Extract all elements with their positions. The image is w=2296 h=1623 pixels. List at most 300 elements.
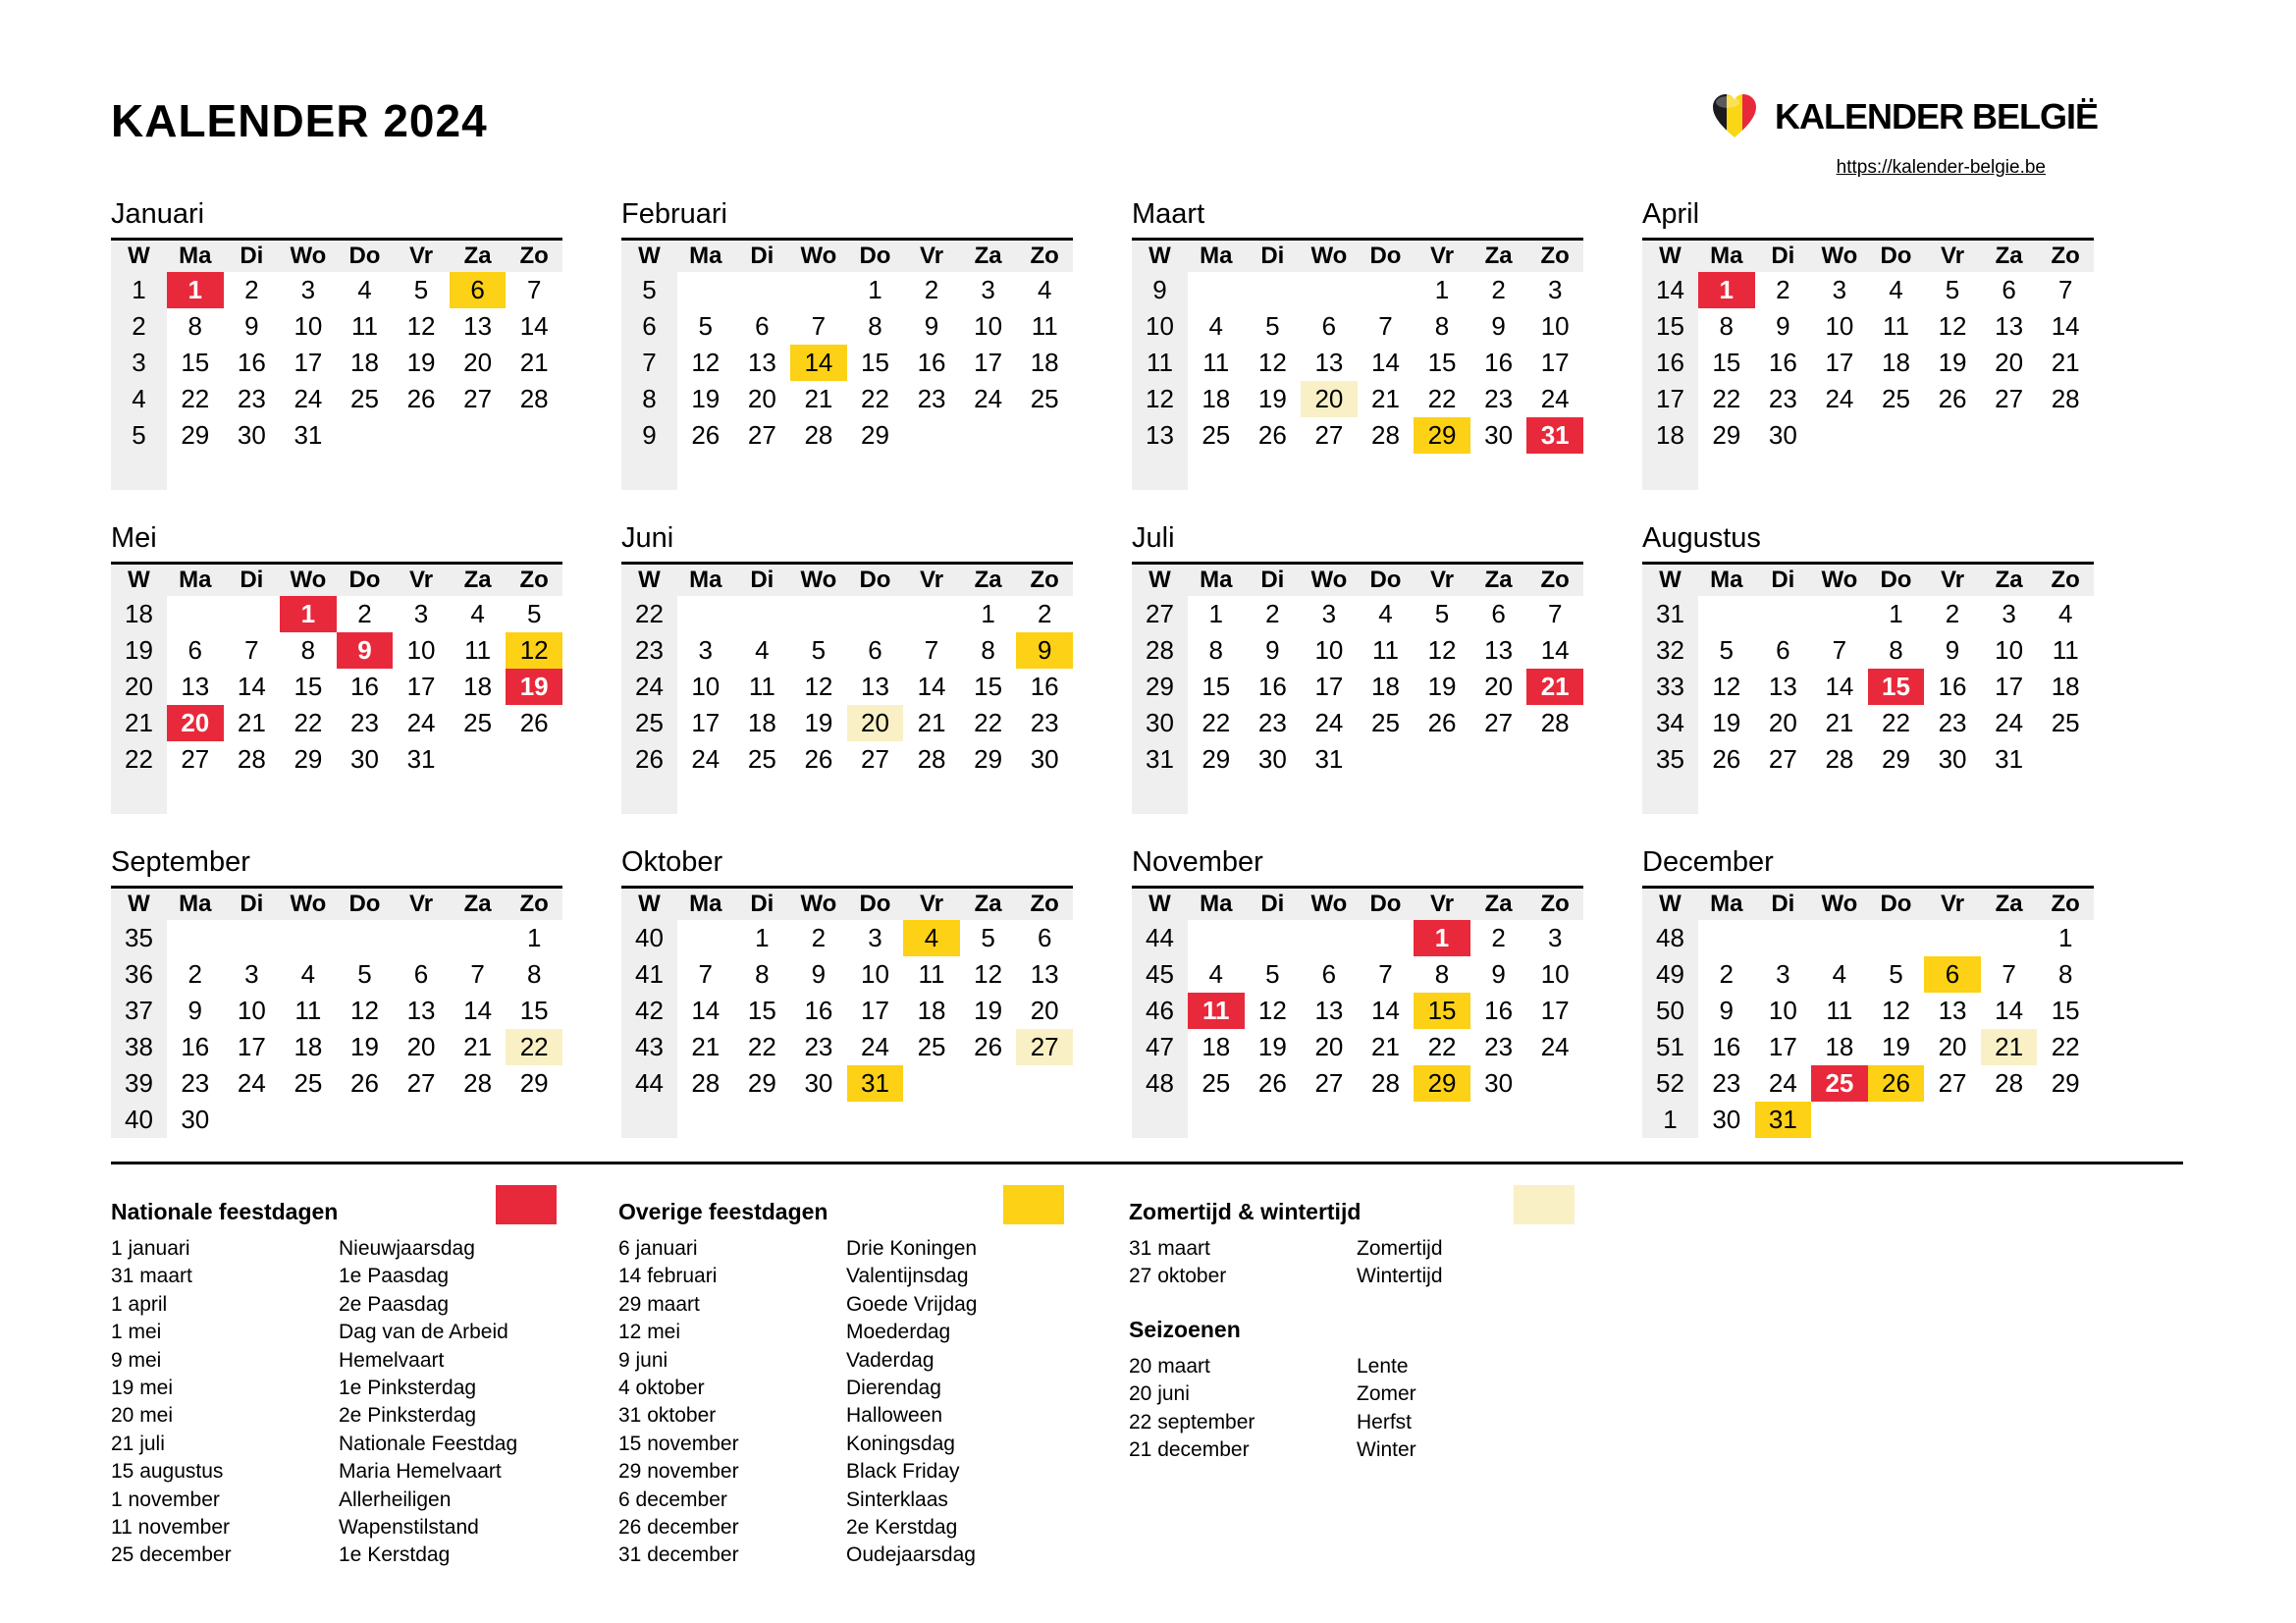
day-header-cell: Wo: [1301, 240, 1358, 272]
day-cell: 22: [974, 707, 1003, 737]
legend-entry-label: Herfst: [1357, 1410, 1413, 1434]
day-header-cell: Ma: [1188, 888, 1245, 920]
month-september: [111, 844, 562, 1138]
day-cell: 4: [755, 634, 770, 665]
day-cell: 22: [747, 1031, 776, 1061]
legend-entry-label: Hemelvaart: [339, 1348, 445, 1372]
week-row: [1132, 920, 1583, 956]
week-number-cell: [111, 778, 167, 814]
week-number-cell: [621, 778, 677, 814]
day-cell: 28: [1371, 419, 1400, 450]
legend-entry-date: 6 december: [618, 1488, 727, 1511]
day-cell: 13: [463, 310, 493, 341]
day-header-cell: Zo: [2037, 564, 2094, 596]
legend-entry-date: 21 juli: [111, 1432, 165, 1455]
week-header-cell: W: [621, 564, 677, 596]
day-cell: 3: [244, 958, 259, 989]
legend-entry: [618, 1402, 1090, 1430]
day-cell: 18: [1201, 1031, 1231, 1061]
week-number-cell: [1642, 778, 1698, 814]
week-number-cell: 29: [1132, 669, 1188, 705]
day-cell: 21: [1526, 669, 1583, 705]
day-cell: 21: [917, 707, 946, 737]
day-cell: 17: [1995, 671, 2024, 701]
day-header-cell: Do: [847, 888, 904, 920]
day-cell: [2037, 778, 2094, 814]
day-header-cell: Wo: [790, 888, 847, 920]
week-number-cell: 50: [1642, 993, 1698, 1029]
day-cell: [2037, 454, 2094, 490]
day-cell: [1698, 596, 1755, 632]
day-cell: 25: [917, 1031, 946, 1061]
day-cell: [677, 920, 734, 956]
month-december: [1642, 844, 2094, 1138]
day-cell: 14: [790, 345, 847, 381]
day-cell: 23: [181, 1067, 210, 1098]
legend-entry: [1129, 1235, 1600, 1263]
day-header-cell: Do: [1358, 564, 1415, 596]
day-cell: 30: [1938, 743, 1967, 774]
legend-entry-label: Dierendag: [846, 1377, 941, 1400]
day-cell: [1358, 1102, 1415, 1138]
day-cell: 25: [747, 743, 776, 774]
legend-entry: [111, 1263, 582, 1290]
day-cell: 26: [1427, 707, 1457, 737]
day-cell: 31: [1526, 417, 1583, 454]
day-cell: 29: [1414, 417, 1470, 454]
day-cell: 9: [1016, 632, 1073, 669]
day-cell: [506, 454, 562, 490]
day-cell: 16: [1030, 671, 1059, 701]
day-cell: [337, 417, 394, 454]
day-header-cell: Wo: [280, 564, 337, 596]
day-cell: [1245, 454, 1302, 490]
day-cell: 10: [861, 958, 889, 989]
day-cell: [903, 417, 960, 454]
day-cell: 20: [1030, 995, 1059, 1025]
day-cell: 14: [1540, 634, 1570, 665]
month-april: [1642, 196, 2094, 490]
week-row: [1132, 669, 1583, 705]
day-cell: [280, 1102, 337, 1138]
day-cell: [1301, 778, 1358, 814]
week-row: [111, 993, 562, 1029]
day-cell: 11: [1882, 310, 1909, 341]
day-cell: 16: [1484, 347, 1514, 377]
day-header-cell: Vr: [903, 240, 960, 272]
day-cell: 31: [294, 419, 323, 450]
legend-entry: [618, 1375, 1090, 1402]
day-cell: 14: [1995, 995, 2024, 1025]
day-cell: 7: [1378, 310, 1393, 341]
day-header-cell: Do: [1868, 888, 1925, 920]
day-cell: 29: [2051, 1067, 2080, 1098]
legend-entry-label: 2e Paasdag: [339, 1292, 450, 1316]
week-number-cell: [1132, 1102, 1188, 1138]
week-row: [1642, 669, 2094, 705]
day-cell: 24: [974, 383, 1003, 413]
week-header-cell: W: [111, 888, 167, 920]
day-cell: 1: [1414, 920, 1470, 956]
day-cell: [1301, 454, 1358, 490]
day-cell: 27: [1314, 419, 1344, 450]
legend-entry-date: 21 december: [1129, 1438, 1250, 1462]
legend-entry-label: Lente: [1357, 1354, 1409, 1378]
day-cell: [847, 596, 904, 632]
day-cell: 20: [167, 705, 224, 741]
legend-entry-label: 2e Pinksterdag: [339, 1404, 477, 1428]
day-cell: [847, 1102, 904, 1138]
day-cell: 13: [1938, 995, 1967, 1025]
week-row: [1132, 632, 1583, 669]
month-table: [621, 238, 1073, 490]
day-cell: 4: [1832, 958, 1847, 989]
day-cell: 4: [470, 598, 485, 628]
day-cell: 2: [1491, 274, 1506, 304]
day-cell: 31: [406, 743, 436, 774]
week-number-cell: [111, 454, 167, 490]
day-cell: [224, 1102, 281, 1138]
day-cell: 8: [187, 310, 203, 341]
day-cell: 6: [2002, 274, 2016, 304]
day-header-cell: Ma: [677, 888, 734, 920]
month-juni: [621, 520, 1073, 814]
day-cell: 16: [1712, 1031, 1741, 1061]
legend-entry-label: Goede Vrijdag: [846, 1292, 978, 1316]
week-number-cell: 14: [1642, 272, 1698, 308]
day-cell: 9: [811, 958, 827, 989]
day-cell: [1811, 778, 1868, 814]
legend-column: [111, 1183, 582, 1570]
day-cell: 2: [811, 922, 827, 952]
week-number-cell: 18: [111, 596, 167, 632]
week-row: [1642, 632, 2094, 669]
day-cell: [1811, 1102, 1868, 1138]
week-number-cell: 27: [1132, 596, 1188, 632]
legend-entry-label: Zomertijd: [1357, 1237, 1443, 1260]
day-cell: 6: [187, 634, 203, 665]
day-cell: 22: [1427, 1031, 1457, 1061]
day-cell: 29: [861, 419, 889, 450]
day-cell: 29: [181, 419, 210, 450]
week-number-cell: 48: [1132, 1065, 1188, 1102]
week-row: [111, 741, 562, 778]
week-row: [621, 1065, 1073, 1102]
day-cell: 14: [1371, 347, 1400, 377]
day-cell: 16: [1257, 671, 1287, 701]
day-cell: 21: [804, 383, 833, 413]
day-cell: [790, 1102, 847, 1138]
day-header-cell: Vr: [1414, 888, 1470, 920]
day-cell: 25: [350, 383, 379, 413]
day-cell: 19: [691, 383, 721, 413]
day-cell: 20: [1301, 381, 1358, 417]
legend-entry: [618, 1347, 1090, 1375]
legend-entry-label: Koningsdag: [846, 1432, 955, 1455]
day-header-cell: Di: [1245, 240, 1302, 272]
legend-swatch-yellow: [1003, 1185, 1064, 1224]
day-cell: 23: [917, 383, 946, 413]
week-row: [111, 381, 562, 417]
week-row: [111, 1102, 562, 1138]
week-row: [111, 345, 562, 381]
day-cell: [280, 454, 337, 490]
day-cell: 17: [1825, 347, 1854, 377]
day-cell: 16: [1768, 347, 1797, 377]
legend-swatch-red: [496, 1185, 557, 1224]
day-header-cell: Di: [734, 564, 791, 596]
day-cell: [1755, 596, 1812, 632]
day-cell: [167, 778, 224, 814]
day-cell: 22: [506, 1029, 562, 1065]
week-row: [1642, 778, 2094, 814]
legend-entry: [618, 1542, 1090, 1569]
day-cell: 6: [868, 634, 882, 665]
week-row: [111, 272, 562, 308]
week-number-cell: 24: [621, 669, 677, 705]
day-cell: 6: [1321, 310, 1337, 341]
day-cell: 7: [1378, 958, 1393, 989]
day-header-cell: Wo: [280, 240, 337, 272]
day-header-cell: Di: [734, 240, 791, 272]
day-cell: 2: [1719, 958, 1735, 989]
day-cell: 6: [1776, 634, 1790, 665]
day-header-cell: Ma: [1698, 888, 1755, 920]
day-cell: 5: [526, 598, 542, 628]
day-cell: 9: [1265, 634, 1280, 665]
day-header-cell: Vr: [1924, 564, 1981, 596]
day-cell: 28: [804, 419, 833, 450]
week-number-cell: 35: [111, 920, 167, 956]
day-cell: 26: [804, 743, 833, 774]
week-row: [1132, 417, 1583, 454]
legend-entry: [618, 1514, 1090, 1542]
day-cell: 29: [974, 743, 1003, 774]
day-cell: 18: [350, 347, 379, 377]
day-cell: 15: [1712, 347, 1741, 377]
day-header-cell: Ma: [1188, 240, 1245, 272]
day-cell: 12: [1712, 671, 1741, 701]
day-cell: 9: [244, 310, 259, 341]
week-number-cell: 33: [1642, 669, 1698, 705]
legend-divider: [111, 1162, 2183, 1164]
day-cell: 27: [1484, 707, 1514, 737]
day-cell: 14: [1825, 671, 1854, 701]
day-cell: 8: [981, 634, 995, 665]
day-cell: [1981, 454, 2038, 490]
day-cell: 8: [868, 310, 882, 341]
week-row: [1642, 596, 2094, 632]
day-header-cell: Za: [1470, 240, 1527, 272]
day-cell: 28: [1371, 1067, 1400, 1098]
day-cell: 4: [1208, 958, 1224, 989]
month-table: [1132, 886, 1583, 1138]
day-cell: 17: [1540, 995, 1570, 1025]
week-row: [1642, 956, 2094, 993]
day-cell: [280, 778, 337, 814]
day-cell: 3: [300, 274, 316, 304]
day-cell: [224, 454, 281, 490]
day-cell: 24: [861, 1031, 889, 1061]
week-number-cell: 30: [1132, 705, 1188, 741]
week-number-cell: [621, 454, 677, 490]
week-number-cell: 38: [111, 1029, 167, 1065]
day-header-cell: Zo: [2037, 240, 2094, 272]
day-header-cell: Do: [337, 888, 394, 920]
week-row: [621, 417, 1073, 454]
day-cell: [1868, 454, 1925, 490]
day-cell: [393, 454, 450, 490]
day-header-cell: Za: [1470, 564, 1527, 596]
day-cell: [450, 920, 507, 956]
day-cell: [337, 920, 394, 956]
legend-entry-label: Sinterklaas: [846, 1488, 948, 1511]
day-cell: 2: [1945, 598, 1960, 628]
day-cell: 13: [1484, 634, 1514, 665]
day-cell: 23: [1257, 707, 1287, 737]
week-number-cell: 51: [1642, 1029, 1698, 1065]
day-cell: 18: [1030, 347, 1059, 377]
day-cell: 30: [350, 743, 379, 774]
legend-entry: [1129, 1263, 1600, 1290]
legend-entry: [1129, 1436, 1600, 1464]
day-cell: 1: [868, 274, 882, 304]
legend-entry-date: 1 november: [111, 1488, 220, 1511]
day-header-cell: Zo: [1016, 564, 1073, 596]
week-number-cell: 9: [1132, 272, 1188, 308]
day-cell: 9: [1945, 634, 1960, 665]
week-number-cell: 44: [621, 1065, 677, 1102]
day-cell: 26: [1712, 743, 1741, 774]
day-cell: 30: [1768, 419, 1797, 450]
legend-column: [1129, 1183, 1600, 1464]
day-cell: 9: [1491, 310, 1506, 341]
week-header-cell: W: [111, 564, 167, 596]
day-cell: 25: [1371, 707, 1400, 737]
day-cell: [960, 1102, 1017, 1138]
day-cell: [790, 778, 847, 814]
week-number-cell: 37: [111, 993, 167, 1029]
legend-entry-date: 9 mei: [111, 1348, 162, 1372]
day-cell: 27: [463, 383, 493, 413]
day-cell: 10: [237, 995, 266, 1025]
day-cell: [224, 778, 281, 814]
day-cell: 2: [357, 598, 372, 628]
week-row: [621, 669, 1073, 705]
day-cell: 23: [1484, 1031, 1514, 1061]
day-cell: [1245, 272, 1302, 308]
day-cell: 6: [755, 310, 770, 341]
day-cell: 8: [755, 958, 770, 989]
day-cell: [1301, 920, 1358, 956]
day-cell: 30: [237, 419, 266, 450]
day-cell: [847, 778, 904, 814]
day-cell: 17: [237, 1031, 266, 1061]
day-cell: [1470, 1102, 1527, 1138]
page-title: KALENDER 2024: [111, 95, 488, 146]
day-cell: 29: [1712, 419, 1741, 450]
day-cell: [960, 1065, 1017, 1102]
day-cell: 20: [1995, 347, 2024, 377]
week-header-cell: W: [621, 888, 677, 920]
day-header-cell: Wo: [1811, 240, 1868, 272]
day-cell: 1: [526, 922, 542, 952]
week-row: [111, 632, 562, 669]
day-cell: 17: [861, 995, 889, 1025]
day-header-cell: Ma: [1698, 240, 1755, 272]
day-cell: [734, 272, 791, 308]
day-cell: 13: [181, 671, 210, 701]
week-row: [1132, 956, 1583, 993]
day-cell: 3: [413, 598, 429, 628]
day-cell: 5: [1265, 958, 1280, 989]
day-cell: 7: [244, 634, 259, 665]
day-cell: [903, 454, 960, 490]
day-cell: 8: [1434, 958, 1450, 989]
day-cell: [1868, 920, 1925, 956]
day-cell: 26: [350, 1067, 379, 1098]
day-header-cell: Vr: [393, 564, 450, 596]
day-header-cell: Di: [224, 564, 281, 596]
legend-entry-date: 26 december: [618, 1516, 739, 1540]
day-cell: [393, 1102, 450, 1138]
day-cell: 7: [924, 634, 939, 665]
day-cell: 15: [974, 671, 1003, 701]
month-title: Mei: [111, 522, 157, 554]
week-row: [621, 308, 1073, 345]
legend-entry-date: 31 maart: [111, 1265, 192, 1288]
day-cell: 1: [2057, 922, 2073, 952]
day-cell: 26: [1257, 1067, 1287, 1098]
day-cell: 18: [294, 1031, 323, 1061]
day-cell: 1: [1208, 598, 1224, 628]
day-cell: 26: [974, 1031, 1003, 1061]
day-cell: 13: [861, 671, 889, 701]
day-cell: 16: [350, 671, 379, 701]
legend-entry: [111, 1402, 582, 1430]
day-cell: 25: [1882, 383, 1910, 413]
day-cell: 9: [1491, 958, 1506, 989]
day-cell: 17: [406, 671, 436, 701]
day-header-cell: Wo: [1811, 564, 1868, 596]
day-cell: 29: [1414, 1065, 1470, 1102]
day-cell: 19: [1427, 671, 1457, 701]
day-cell: 3: [981, 274, 995, 304]
day-cell: 19: [974, 995, 1003, 1025]
day-cell: [167, 920, 224, 956]
day-cell: [1811, 920, 1868, 956]
week-row: [1642, 308, 2094, 345]
day-header-cell: Za: [1470, 888, 1527, 920]
week-row: [1642, 1065, 2094, 1102]
day-cell: 4: [903, 920, 960, 956]
day-cell: 12: [1257, 347, 1287, 377]
legend-entry-date: 29 maart: [618, 1292, 700, 1316]
day-cell: 30: [1030, 743, 1059, 774]
day-cell: 7: [2057, 274, 2073, 304]
week-row: [621, 956, 1073, 993]
day-cell: 14: [519, 310, 549, 341]
day-cell: 15: [1427, 347, 1457, 377]
legend-entry-label: Drie Koningen: [846, 1237, 978, 1260]
day-cell: [337, 778, 394, 814]
day-cell: 25: [1201, 419, 1231, 450]
day-header-cell: Za: [960, 240, 1017, 272]
day-cell: [677, 596, 734, 632]
week-row: [111, 417, 562, 454]
site-link[interactable]: https://kalender-belgie.be: [1836, 157, 2046, 178]
week-row: [621, 454, 1073, 490]
